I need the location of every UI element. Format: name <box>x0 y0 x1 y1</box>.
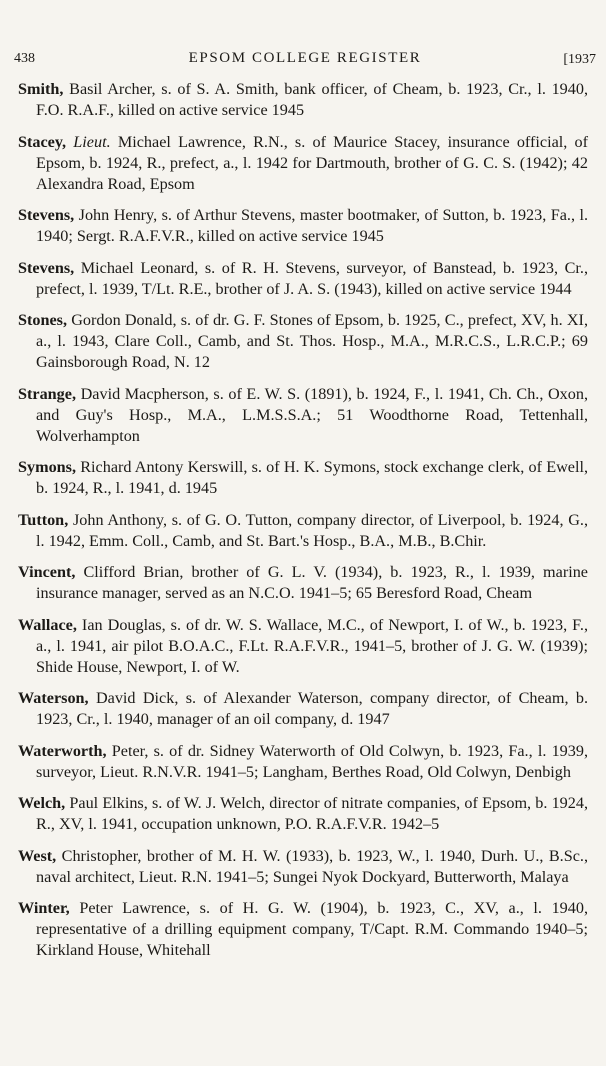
entry-text: Richard Antony Kerswill, s. of H. K. Symons, stock exchange clerk, of Ewell, b. 1924, R., l. 1941, d. 1945 <box>36 458 588 497</box>
entry-text: David Macpherson, s. of E. W. S. (1891), b. 1924, F., l. 1941, Ch. Ch., Oxon, and Guy's Hosp., M.A., L.M.S.S.A.; 51 Woodthorne Road, Tettenhall, Wolverhampton <box>36 384 588 445</box>
entry-surname: Stacey, <box>18 132 67 151</box>
page-title: EPSOM COLLEGE REGISTER <box>188 50 422 66</box>
entry-surname: Vincent, <box>18 563 76 581</box>
register-entry <box>18 741 588 783</box>
entry-surname: Waterworth, <box>18 741 107 760</box>
register-entry <box>18 562 588 604</box>
register-entry <box>18 132 588 195</box>
register-entries <box>18 79 588 972</box>
register-entry <box>18 205 588 247</box>
register-entry <box>18 258 588 300</box>
register-entry <box>18 793 588 835</box>
entry-rank: Lieut. <box>66 132 111 151</box>
register-entry <box>18 615 588 678</box>
year-marker: [1937 <box>563 52 596 67</box>
register-entry <box>18 310 588 373</box>
entry-surname: Winter, <box>18 899 70 917</box>
register-entry <box>18 79 588 121</box>
entry-surname: Strange, <box>18 384 76 403</box>
register-entry <box>18 457 588 499</box>
entry-surname: Waterson, <box>18 689 89 707</box>
register-entry <box>18 510 588 552</box>
entry-surname: Welch, <box>18 794 66 812</box>
entry-surname: Stevens, <box>18 206 75 224</box>
entry-text: Ian Douglas, s. of dr. W. S. Wallace, M.C., of Newport, I. of W., b. 1923, F., a., l. 1941, air pilot B.O.A.C., F.Lt. R.A.F.V.R., 1941–5, brother of J. G. W. (1939); Shide House, Newport, I. of W. <box>36 615 588 676</box>
register-entry <box>18 384 588 447</box>
entry-text: Gordon Donald, s. of dr. G. F. Stones of Epsom, b. 1925, C., prefect, XV, h. XI, a., l. 1943, Clare Coll., Camb, and St. Thos. Hosp., M.A., M.R.C.S., L.R.C.P.; 69 Gainsborough Road, N. 12 <box>36 311 588 371</box>
entry-text: Peter, s. of dr. Sidney Waterworth of Old Colwyn, b. 1923, Fa., l. 1939, surveyor, Lieut. R.N.V.R. 1941–5; Langham, Berthes Road, Old Colwyn, Denbigh <box>36 741 588 781</box>
entry-text: David Dick, s. of Alexander Waterson, company director, of Cheam, b. 1923, Cr., l. 1940, manager of an oil company, d. 1947 <box>36 689 588 728</box>
running-header <box>14 49 596 71</box>
entry-text: John Henry, s. of Arthur Stevens, master bootmaker, of Sutton, b. 1923, Fa., l. 1940; Sergt. R.A.F.V.R., killed on active service 1945 <box>36 206 588 245</box>
entry-text: Basil Archer, s. of S. A. Smith, bank officer, of Cheam, b. 1923, Cr., l. 1940, F.O. R.A.F., killed on active service 1945 <box>36 80 588 119</box>
register-entry <box>18 688 588 730</box>
entry-text: Peter Lawrence, s. of H. G. W. (1904), b. 1923, C., XV, a., l. 1940, representative of a drilling equipment company, T/Capt. R.M. Commando 1940–5; Kirkland House, Whitehall <box>36 899 588 959</box>
entry-text: Michael Leonard, s. of R. H. Stevens, surveyor, of Banstead, b. 1923, Cr., prefect, l. 1939, T/Lt. R.E., brother of J. A. S. (1943), killed on active service 1944 <box>36 258 588 298</box>
entry-surname: Stevens, <box>18 258 75 277</box>
entry-text: Christopher, brother of M. H. W. (1933), b. 1923, W., l. 1940, Durh. U., B.Sc., naval architect, Lieut. R.N. 1941–5; Sungei Nyok Dockyard, Butterworth, Malaya <box>36 846 588 886</box>
entry-text: John Anthony, s. of G. O. Tutton, company director, of Liverpool, b. 1924, G., l. 1942, Emm. Coll., Camb, and St. Bart.'s Hosp., B.A., M.B., B.Chir. <box>36 510 588 550</box>
entry-surname: Smith, <box>18 80 64 98</box>
entry-surname: Symons, <box>18 458 77 476</box>
entry-surname: Stones, <box>18 311 68 329</box>
entry-surname: West, <box>18 846 57 865</box>
entry-text: Paul Elkins, s. of W. J. Welch, director of nitrate companies, of Epsom, b. 1924, R., XV, l. 1941, occupation unknown, P.O. R.A.F.V.R. 1942–5 <box>36 794 588 833</box>
register-entry <box>18 898 588 961</box>
entry-surname: Wallace, <box>18 615 77 634</box>
entry-surname: Tutton, <box>18 510 69 529</box>
entry-text: Michael Lawrence, R.N., s. of Maurice Stacey, insurance official, of Epsom, b. 1924, R., prefect, a., l. 1942 for Dartmouth, brother of G. C. S. (1942); 42 Alexandra Road, Epsom <box>36 132 589 193</box>
register-entry <box>18 846 588 888</box>
entry-text: Clifford Brian, brother of G. L. V. (1934), b. 1923, R., l. 1939, marine insurance manager, served as an N.C.O. 1941–5; 65 Beresford Road, Cheam <box>36 563 588 602</box>
page-number: 438 <box>14 51 35 66</box>
